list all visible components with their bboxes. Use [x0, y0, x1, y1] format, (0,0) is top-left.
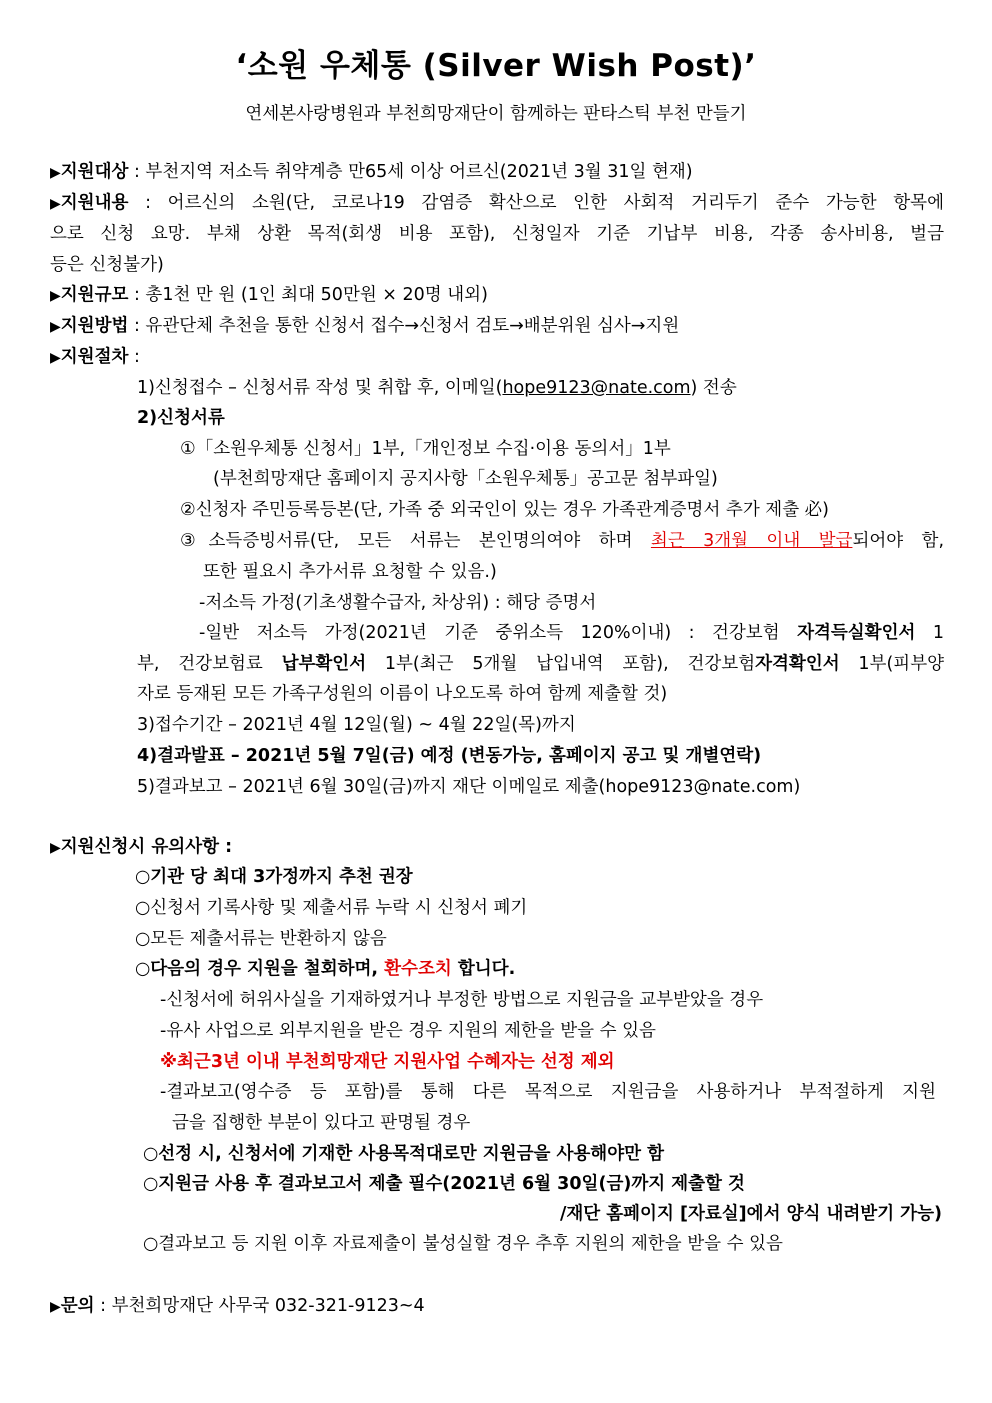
note-5: ○선정 시, 신청서에 기재한 사용목적대로만 지원금을 사용해야만 함 — [143, 1144, 664, 1164]
general-income-bold-1: 자격득실확인서 — [797, 623, 916, 643]
procedure-step-3: 3)접수기간 – 2021년 4월 12일(월) ~ 4월 22일(목)까지 — [137, 715, 576, 735]
scale-line — [50, 284, 488, 307]
content-line-3: 등은 신청불가) — [50, 255, 164, 275]
general-income-2c: 1부(최근 5개월 납입내역 포함), 건강보험 — [366, 654, 756, 674]
general-income-2e: 1부(피부양 — [839, 654, 945, 674]
recent-issue-highlight: 최근 3개월 이내 발급 — [650, 531, 853, 551]
method-text: : 유관단체 추천을 통한 신청서 접수→신청서 검토→배분위원 심사→지원 — [128, 316, 680, 336]
note-4a: -신청서에 허위사실을 기재하였거나 부정한 방법으로 지원금을 교부받았을 경우 — [160, 990, 764, 1010]
note-2: ○신청서 기록사항 및 제출서류 누락 시 신청서 폐기 — [135, 898, 528, 918]
bullet-triangle-icon: ▶ — [50, 1299, 61, 1315]
note-6: ○지원금 사용 후 결과보고서 제출 필수(2021년 6월 30일(금)까지 제출할 것 — [143, 1174, 745, 1194]
contact-line — [50, 1295, 425, 1318]
content-text-1: : 어르신의 소원(단, 코로나19 감염증 확산으로 인한 사회적 거리두기 준수 가능한 항목에 — [128, 193, 944, 213]
bullet-triangle-icon: ▶ — [50, 165, 61, 181]
note-4d: -결과보고(영수증 등 포함)를 통해 다른 목적으로 지원금을 사용하거나 부적절하게 지원 — [160, 1082, 936, 1102]
note-3: ○모든 제출서류는 반환하지 않음 — [135, 929, 387, 949]
document-title: ‘소원 우체통 (Silver Wish Post)’ — [235, 48, 757, 84]
procedure-label: 지원절차 — [60, 347, 129, 367]
content-line-2: 으로 신청 요망. 부채 상환 목적(회생 비용 포함), 신청일자 기준 기납부 비용, 각종 송사비용, 벌금 — [50, 224, 944, 244]
document-item-1-note: (부천희망재단 홈페이지 공지사항「소원우체통」공고문 첨부파일) — [213, 469, 718, 489]
note-4e: 금을 집행한 부분이 있다고 판명될 경우 — [172, 1113, 471, 1133]
general-income-item-2 — [137, 653, 944, 675]
target-text: : 부천지역 저소득 취약계층 만65세 이상 어르신(2021년 3월 31일 현재) — [128, 162, 693, 182]
procedure-step-4: 4)결과발표 – 2021년 5월 7일(금) 예정 (변동가능, 홈페이지 공고 및 개별연락) — [137, 746, 762, 766]
bullet-triangle-icon: ▶ — [50, 288, 61, 304]
contact-label: 문의 — [60, 1296, 95, 1316]
note-6b: /재단 홈페이지 [자료실]에서 양식 내려받기 가능) — [559, 1204, 942, 1224]
document-item-3-text: ③소득증빙서류(단, 모든 서류는 본인명의여야 하며 — [180, 531, 651, 551]
email-link[interactable]: hope9123@nate.com — [502, 378, 691, 398]
general-income-2b: 납부확인서 — [281, 654, 367, 674]
scale-label: 지원규모 — [60, 285, 129, 305]
bullet-triangle-icon: ▶ — [50, 319, 61, 335]
document-subtitle: 연세본사랑병원과 부천희망재단이 함께하는 판타스틱 부천 만들기 — [245, 104, 747, 124]
note-4-suffix: 합니다. — [451, 959, 516, 979]
step-1-suffix: ) 전송 — [690, 378, 737, 398]
document-item-1: ①「소원우체통 신청서」1부,「개인정보 수집·이용 동의서」1부 — [180, 439, 671, 459]
document-item-3 — [180, 530, 944, 552]
general-income-suffix: 1 — [915, 623, 944, 643]
content-label: 지원내용 — [60, 193, 129, 213]
general-income-2d: 자격확인서 — [755, 654, 840, 674]
note-4b: -유사 사업으로 외부지원을 받은 경우 지원의 제한을 받을 수 있음 — [160, 1021, 656, 1041]
step-1-text: 1)신청접수 – 신청서류 작성 및 취합 후, 이메일( — [137, 378, 503, 398]
notes-label: 지원신청시 유의사항 : — [60, 837, 233, 857]
general-income-item-1 — [199, 622, 944, 644]
procedure-step-2: 2)신청서류 — [137, 408, 225, 428]
document-item-3-note: 또한 필요시 추가서류 요청할 수 있음.) — [203, 562, 497, 582]
general-income-2a: 부, 건강보험료 — [137, 654, 282, 674]
procedure-step-5: 5)결과보고 – 2021년 6월 30일(금)까지 재단 이메일로 제출(hope9123@nate.com) — [137, 777, 801, 797]
contact-text: : 부천희망재단 사무국 032-321-9123~4 — [94, 1296, 425, 1316]
bullet-triangle-icon: ▶ — [50, 350, 61, 366]
procedure-step-1 — [137, 377, 737, 399]
note-4 — [135, 958, 515, 980]
general-income-item-3: 자로 등재된 모든 가족구성원의 이름이 나오도록 하여 함께 제출할 것) — [137, 684, 668, 704]
note-4-text: ○다음의 경우 지원을 철회하며, — [135, 959, 385, 979]
method-label: 지원방법 — [60, 316, 129, 336]
procedure-colon: : — [128, 347, 140, 367]
general-income-text: -일반 저소득 가정(2021년 기준 중위소득 120%이내) : 건강보험 — [199, 623, 798, 643]
target-label: 지원대상 — [60, 162, 129, 182]
refund-highlight: 환수조치 — [384, 959, 452, 979]
document-item-3-suffix: 되어야 함, — [852, 531, 945, 551]
note-4c: ※최근3년 이내 부천희망재단 지원사업 수혜자는 선정 제외 — [160, 1052, 615, 1072]
target-line — [50, 161, 693, 184]
bullet-triangle-icon: ▶ — [50, 840, 61, 856]
note-1: ○기관 당 최대 3가정까지 추천 권장 — [135, 867, 413, 887]
notes-heading — [50, 836, 232, 859]
document-item-2: ②신청자 주민등록등본(단, 가족 중 외국인이 있는 경우 가족관계증명서 추가 제출 必) — [180, 500, 829, 520]
method-line — [50, 315, 679, 338]
note-7: ○결과보고 등 지원 이후 자료제출이 불성실할 경우 추후 지원의 제한을 받을 수 있음 — [143, 1234, 783, 1254]
procedure-line — [50, 346, 140, 369]
scale-text: : 총1천 만 원 (1인 최대 50만원 × 20명 내외) — [128, 285, 488, 305]
bullet-triangle-icon: ▶ — [50, 196, 61, 212]
low-income-item: -저소득 가정(기초생활수급자, 차상위) : 해당 증명서 — [199, 593, 597, 613]
content-line-1 — [50, 192, 944, 215]
